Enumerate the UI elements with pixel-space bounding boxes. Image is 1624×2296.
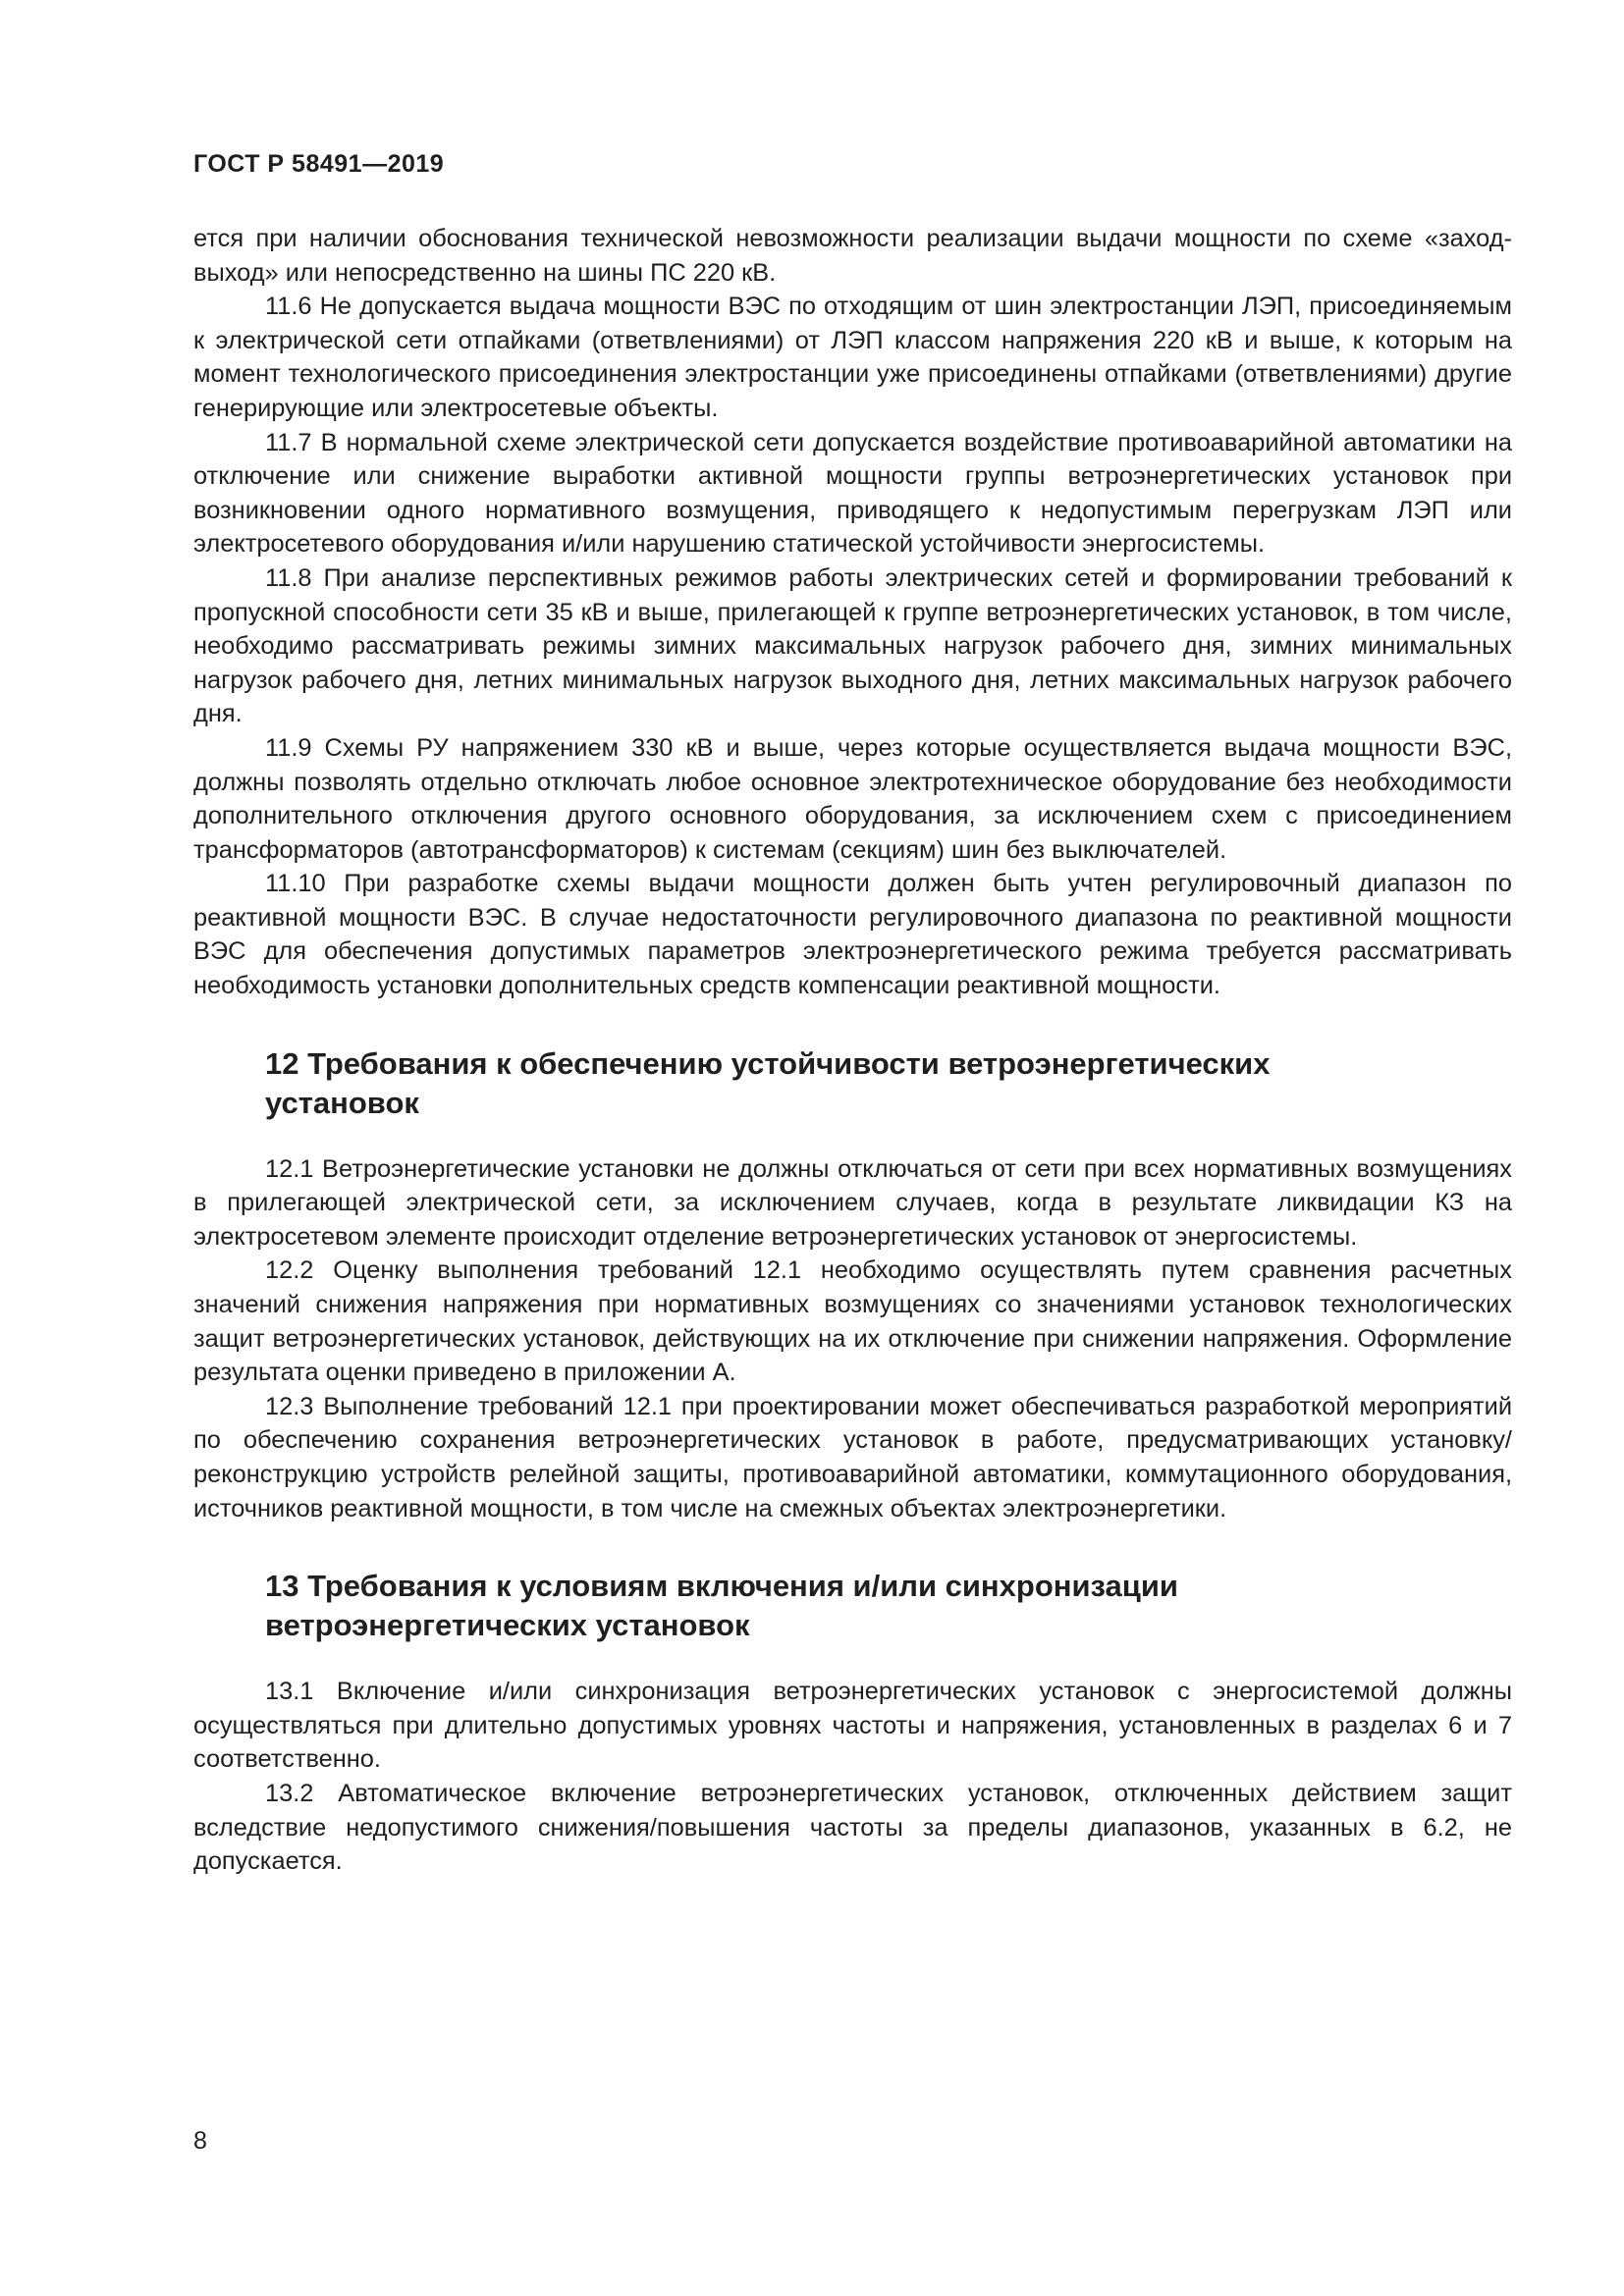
paragraph-11-7: 11.7 В нормальной схеме электрической сети допускается воздействие противоаварийной автоматики на отключение или снижение выработки активной мощности группы ветроэнергетических установок при возникновении одного нормативного возмущения, приводящего к недопустимым перегрузкам ЛЭП или электросетевого оборудования и/или нарушению статической устойчивости энергосистемы. <box>193 428 1512 559</box>
paragraph-13-2: 13.2 Автоматическое включение ветроэнергетических установок, отключенных действием защит вследствие недопустимого снижения/повышения частоты за пределы диапазонов, указанных в 6.2, не допускается. <box>193 1779 1512 1876</box>
section-13-heading: 13 Требования к условиям включения и/или синхронизации ветроэнергетических установок <box>265 1569 1178 1643</box>
paragraph-12-3: 12.3 Выполнение требований 12.1 при проектировании может обеспечиваться разработкой мероприятий по обеспечению сохранения ветроэнергетических установок в работе, предусматривающих установку/реконструкцию устройств релейной защиты, противоаварийной автоматики, коммутационного оборудования, источников реактивной мощности, в том числе на смежных объектах электроэнергетики. <box>193 1392 1512 1522</box>
paragraph-11-9: 11.9 Схемы РУ напряжением 330 кВ и выше, через которые осуществляется выдача мощности ВЭС, должны позволять отдельно отключать любое основное электротехническое оборудование без необходимости дополнительного отключения другого основного оборудования, за исключением схем с присоединением трансформаторов (автотрансформаторов) к системам (секциям) шин без выключателей. <box>193 733 1512 864</box>
paragraph-11-8: 11.8 При анализе перспективных режимов работы электрических сетей и формировании требований к пропускной способности сети 35 кВ и выше, прилегающей к группе ветроэнергетических установок, в том числе, необходимо рассматривать режимы зимних максимальных нагрузок рабочего дня, зимних минимальных нагрузок рабочего дня, летних минимальных нагрузок выходного дня, летних максимальных нагрузок рабочего дня. <box>193 563 1512 728</box>
paragraph-11-10: 11.10 При разработке схемы выдачи мощности должен быть учтен регулировочный диапазон по реактивной мощности ВЭС. В случае недостаточности регулировочного диапазона по реактивной мощности ВЭС для обеспечения допустимых параметров электроэнергетического режима требуется рассматривать необходимость установки дополнительных средств компенсации реактивной мощности. <box>193 870 1512 1000</box>
paragraph-12-1: 12.1 Ветроэнергетические установки не должны отключаться от сети при всех нормативных возмущениях в прилегающей электрической сети, за исключением случаев, когда в результате ликвидации КЗ на электросетевом элементе происходит отделение ветроэнергетических установок от энергосистемы. <box>193 1154 1512 1251</box>
paragraph-11-6: 11.6 Не допускается выдача мощности ВЭС по отходящим от шин электростанции ЛЭП, присоединяемым к электрической сети отпайками (ответвлениями) от ЛЭП классом напряжения 220 кВ и выше, к которым на момент технологического присоединения электростанции уже присоединены отпайками (ответвлениями) другие генерирующие или электросетевые объекты. <box>193 293 1512 422</box>
section-12-heading: 12 Требования к обеспечению устойчивости ветроэнергетических установок <box>265 1045 1271 1120</box>
standard-code-header: ГОСТ Р 58491—2019 <box>193 150 445 178</box>
paragraph-13-1: 13.1 Включение и/или синхронизация ветроэнергетических установок с энергосистемой должны осуществляться при длительно допустимых уровнях частоты и напряжения, установленных в разделах 6 и 7 соответственно. <box>193 1678 1512 1774</box>
paragraph-12-2: 12.2 Оценку выполнения требований 12.1 необходимо осуществлять путем сравнения расчетных значений снижения напряжения при нормативных возмущениях со значениями установок технологических защит ветроэнергетических установок, действующих на их отключение при снижении напряжения. Оформление результата оценки приведено в приложении А. <box>193 1256 1512 1387</box>
page-number: 8 <box>193 2127 207 2155</box>
page-content <box>193 222 1512 1879</box>
paragraph-11-5-continuation: ется при наличии обоснования технической невозможности реализации выдачи мощности по схеме «заход-выход» или непосредственно на шины ПС 220 кВ. <box>193 225 1512 287</box>
